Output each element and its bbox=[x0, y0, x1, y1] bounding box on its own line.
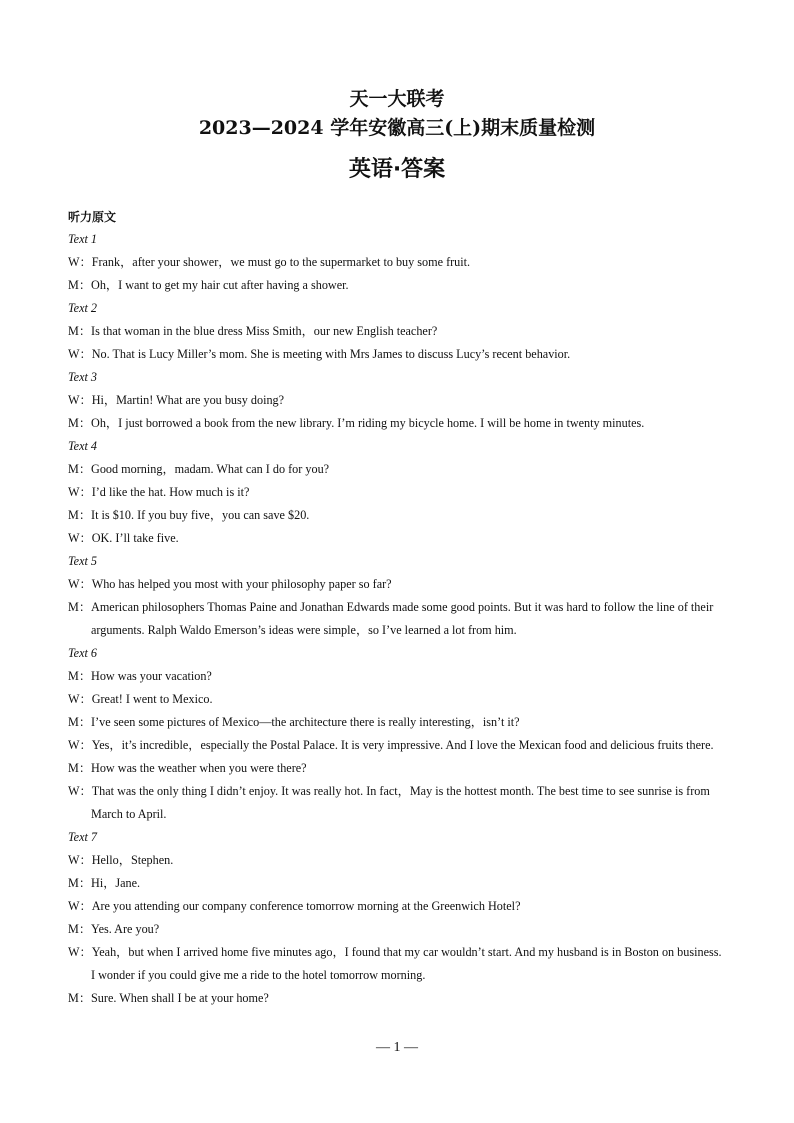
dialogue-line: W：I’d like the hat. How much is it? bbox=[68, 485, 250, 499]
section-heading: 听力原文 bbox=[68, 210, 117, 224]
exam-organizer-title: 天一大联考 bbox=[349, 88, 445, 110]
dialogue-line: M：I’ve seen some pictures of Mexico—the architecture there is really interesting，isn’t it? bbox=[68, 715, 520, 729]
text-label: Text 7 bbox=[68, 830, 98, 844]
dialogue-line: W：Great! I went to Mexico. bbox=[68, 692, 213, 706]
dialogue-line: W：Yeah，but when I arrived home five minutes ago，I found that my car wouldn’t start. And my husband is in Boston on business. I wonder if you could give me a ride to the hotel tomorrow morning. bbox=[68, 945, 722, 982]
dialogue-line: M：Is that woman in the blue dress Miss Smith，our new English teacher? bbox=[68, 324, 438, 338]
text-label: Text 4 bbox=[68, 439, 98, 453]
dialogue-line: M：Sure. When shall I be at your home? bbox=[68, 991, 269, 1005]
dialogue-line: W：OK. I’ll take five. bbox=[68, 531, 179, 545]
dialogue-line: W：Are you attending our company conference tomorrow morning at the Greenwich Hotel? bbox=[68, 899, 521, 913]
dialogue-line: M：Hi，Jane. bbox=[68, 876, 141, 890]
text-label: Text 2 bbox=[68, 301, 98, 315]
dialogue-line: M：It is $10. If you buy five，you can save $20. bbox=[68, 508, 310, 522]
dialogue-line: W：No. That is Lucy Miller’s mom. She is meeting with Mrs James to discuss Lucy’s recent behavior. bbox=[68, 347, 571, 361]
page-number: — 1 — bbox=[376, 1040, 418, 1055]
dialogue-line: W：Hi，Martin! What are you busy doing? bbox=[68, 393, 285, 407]
dialogue-line: M：How was the weather when you were there? bbox=[68, 761, 307, 775]
subject-answer-title: 英语·答案 bbox=[348, 157, 446, 182]
dialogue-line: M：How was your vacation? bbox=[68, 669, 212, 683]
text-label: Text 6 bbox=[68, 646, 98, 660]
dialogue-line: M：Yes. Are you? bbox=[68, 922, 160, 936]
dialogue-line: W：Who has helped you most with your philosophy paper so far? bbox=[68, 577, 392, 591]
text-label: Text 5 bbox=[68, 554, 98, 568]
dialogue-line: W：Hello，Stephen. bbox=[68, 853, 174, 867]
listening-transcript bbox=[68, 228, 728, 1010]
dialogue-line: M：Oh，I want to get my hair cut after having a shower. bbox=[68, 278, 349, 292]
dialogue-line: M：Oh，I just borrowed a book from the new library. I’m riding my bicycle home. I will be home in twenty minutes. bbox=[68, 416, 645, 430]
dialogue-line: W：Frank，after your shower，we must go to the supermarket to buy some fruit. bbox=[68, 255, 471, 269]
text-label: Text 1 bbox=[68, 232, 98, 246]
dialogue-line: W：That was the only thing I didn’t enjoy. It was really hot. In fact，May is the hottest month. The best time to see sunrise is from March to April. bbox=[68, 784, 710, 821]
dialogue-line: M：American philosophers Thomas Paine and Jonathan Edwards made some good points. But it was hard to follow the line of their arguments. Ralph Waldo Emerson’s ideas were simple，so I’ve learned a lot from him. bbox=[68, 600, 714, 637]
dialogue-line: W：Yes，it’s incredible，especially the Postal Palace. It is very impressive. And I love the Mexican food and delicious fruits there. bbox=[68, 738, 714, 752]
dialogue-line: M：Good morning，madam. What can I do for you? bbox=[68, 462, 330, 476]
text-label: Text 3 bbox=[68, 370, 98, 384]
exam-name-title: 2023—2024 学年安徽高三(上)期末质量检测 bbox=[198, 117, 596, 139]
